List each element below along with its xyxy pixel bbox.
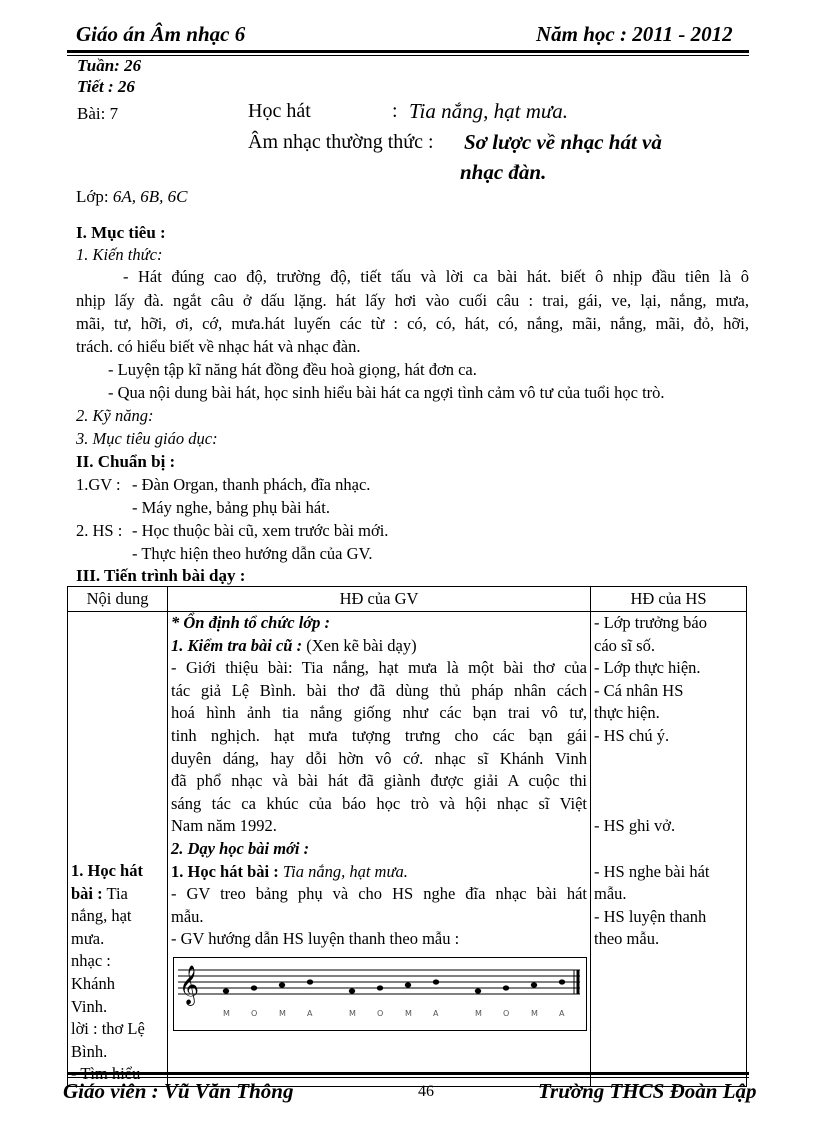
procedure-heading: III. Tiến trình bài dạy : (76, 566, 246, 585)
note-head (377, 985, 383, 990)
content-line: Vinh. (71, 996, 108, 1016)
knowledge-line-3: mãi, tư, hỡi, ơi, cớ, mưa.hát luyến các từ : có, có, hát, có, nắng, mãi, nắng, mãi, đỏ, hỡi, (76, 314, 749, 333)
note-head (531, 982, 537, 987)
music-appreciation-label: Âm nhạc thường thức : (248, 131, 434, 153)
content-line: Bình. (71, 1041, 108, 1061)
gv-item-1: - Đàn Organ, thanh phách, đĩa nhạc. (132, 475, 371, 494)
content-line: mưa. (71, 928, 105, 948)
song-label: Học hát (248, 100, 311, 122)
student-line: - Lớp thực hiện. (594, 658, 701, 678)
step-1-cont: mẫu. (171, 906, 204, 926)
table-row (68, 612, 747, 1087)
knowledge-label: 1. Kiến thức: (76, 245, 163, 264)
syllable-label: O (377, 1008, 384, 1018)
syllable-label: M (279, 1008, 286, 1018)
class-value: 6A, 6B, 6C (112, 187, 188, 206)
learn-song: Tia nắng, hạt mưa. (282, 861, 408, 881)
content-line (71, 883, 164, 906)
note-head (405, 982, 411, 987)
content-line: lời : thơ Lệ (71, 1019, 145, 1039)
page-number: 46 (418, 1083, 434, 1100)
syllable-label: M (475, 1008, 482, 1018)
note-head (279, 982, 285, 987)
content-line: nắng, hạt (71, 906, 132, 926)
staff-svg (174, 958, 586, 1030)
song-title: Tia nắng, hạt mưa. (409, 99, 569, 123)
education-label: 3. Mục tiêu giáo dục: (76, 429, 218, 448)
lesson-number: Bài: 7 (77, 104, 119, 123)
syllable-label: M (349, 1008, 356, 1018)
intro-line: duyên dáng, hay dỗi hờn vô cớ. nhạc sĩ Khánh Vinh (171, 748, 587, 768)
step-1: - GV treo bảng phụ và cho HS nghe đĩa nhạc bài hát (171, 884, 587, 904)
table-header-row (68, 587, 747, 612)
header-right: Năm học : 2011 - 2012 (536, 22, 733, 46)
syllable-label: M (405, 1008, 412, 1018)
knowledge-line-4: trách. có hiểu biết về nhạc hát và nhạc đàn. (76, 337, 361, 356)
note-head (349, 988, 355, 993)
hs-item-1: - Học thuộc bài cũ, xem trước bài mới. (132, 521, 389, 540)
note-head (475, 988, 481, 993)
note-head (433, 979, 439, 984)
org-heading: * Ổn định tổ chức lớp : (171, 613, 331, 632)
note-head (559, 979, 565, 984)
content-line-bold: bài : (71, 883, 103, 903)
content-line-rest: Tia (106, 883, 128, 903)
content-line: Khánh (71, 973, 115, 993)
period-label: Tiết : 26 (77, 77, 135, 96)
objectives-heading: I. Mục tiêu : (76, 223, 166, 242)
gv-item-2: - Máy nghe, bảng phụ bài hát. (132, 498, 330, 517)
footer-school: Trường THCS Đoàn Lập (538, 1079, 757, 1103)
learn-line (171, 861, 587, 884)
objective-point-3: - Qua nội dung bài hát, học sinh hiểu bài hát ca ngợi tình cảm vô tư của tuổi học trò. (108, 383, 665, 402)
intro-line: hoá hình ảnh tia nắng giống như các bạn trai vô tư, (171, 703, 587, 723)
note-head (251, 985, 257, 990)
vocal-warmup-staff (173, 957, 587, 1031)
syllable-label: A (559, 1008, 565, 1018)
student-line (594, 793, 743, 816)
week-label: Tuần: 26 (77, 56, 142, 75)
student-line (594, 838, 743, 861)
content-line: - Tìm hiểu (71, 1064, 141, 1084)
header-left: Giáo án Âm nhạc 6 (76, 22, 246, 46)
learn-label: 1. Học hát bài : (171, 861, 279, 881)
col-content-header: Nội dung (68, 587, 168, 612)
syllable-label: A (307, 1008, 313, 1018)
syllable-label: M (223, 1008, 230, 1018)
preparation-heading: II. Chuẩn bị : (76, 452, 176, 471)
note-head (503, 985, 509, 990)
student-line (594, 748, 743, 771)
check-note: (Xen kẽ bài dạy) (306, 635, 417, 655)
student-activity-cell (591, 612, 747, 1087)
student-line: mẫu. (594, 884, 627, 904)
lesson-plan-table (67, 586, 747, 1087)
note-head (223, 988, 229, 993)
footer-teacher: Giáo viên : Vũ Văn Thông (63, 1079, 294, 1103)
music-appreciation-title: Sơ lược về nhạc hát và (464, 130, 662, 154)
intro-line: tinh nghịch. hạt mưa tượng trưng cho các bạn gái (171, 725, 587, 745)
class-line (76, 187, 187, 207)
student-line: thực hiện. (594, 703, 660, 723)
student-line: - HS ghi vở. (594, 816, 676, 836)
music-appreciation-title-cont: nhạc đàn. (460, 160, 547, 184)
syllable-label: O (503, 1008, 510, 1018)
syllable-label: M (531, 1008, 538, 1018)
student-line: theo mẫu. (594, 929, 660, 949)
footer-rule (67, 1072, 749, 1078)
intro-line: Nam năm 1992. (171, 816, 277, 836)
new-lesson-heading: 2. Dạy học bài mới : (171, 838, 310, 858)
hs-item-2: - Thực hiện theo hướng dẫn của GV. (132, 544, 373, 563)
student-line (594, 770, 743, 793)
gv-label: 1.GV : (76, 475, 121, 494)
header-rule (67, 50, 749, 56)
syllable-label: A (433, 1008, 439, 1018)
teacher-activity-cell (168, 612, 591, 1087)
content-cell (68, 612, 168, 1087)
student-line: - Cá nhân HS (594, 680, 684, 700)
student-line: - HS luyện thanh (594, 906, 707, 926)
col-student-header: HĐ của HS (591, 587, 747, 612)
syllable-label: O (251, 1008, 258, 1018)
student-line: - HS chú ý. (594, 725, 670, 745)
check-line (171, 635, 587, 658)
intro-line: - Giới thiệu bài: Tia nắng, hạt mưa là một bài thơ của (171, 658, 587, 678)
objective-point-2: - Luyện tập kĩ năng hát đồng đều hoà giọng, hát đơn ca. (108, 360, 477, 379)
col-teacher-header: HĐ của GV (168, 587, 591, 612)
content-line: nhạc : (71, 951, 111, 971)
student-line: - Lớp trưởng báo (594, 613, 707, 632)
content-line: 1. Học hát (71, 861, 143, 880)
intro-line: đã phổ nhạc và bài hát đã giành được giải A cuộc thi (171, 771, 587, 791)
treble-clef-icon: 𝄞 (179, 964, 200, 1005)
skills-label: 2. Kỹ năng: (76, 406, 154, 425)
intro-line: tác giả Lệ Bình. bài thơ đã dùng thủ pháp nhân cách (171, 680, 587, 700)
class-label: Lớp: (76, 187, 109, 206)
knowledge-line-1: - Hát đúng cao độ, trường độ, tiết tấu và lời ca bài hát. biết ô nhịp đầu tiên là ô (123, 267, 749, 286)
student-line: - HS nghe bài hát (594, 861, 710, 881)
step-2: - GV hướng dẫn HS luyện thanh theo mẫu : (171, 929, 460, 949)
intro-line: sáng tác ca khúc của báo học trò và hội nhạc sĩ Việt (171, 793, 587, 813)
note-head (307, 979, 313, 984)
knowledge-line-2: nhịp lấy đà. ngắt câu ở dấu lặng. hát lấy hơi vào cuối câu : trai, gái, ve, lại, nắng, mưa, (76, 291, 749, 310)
student-line: cáo sĩ số. (594, 635, 655, 655)
check-label: 1. Kiểm tra bài cũ : (171, 635, 303, 655)
song-colon: : (392, 100, 398, 122)
hs-label: 2. HS : (76, 521, 123, 540)
